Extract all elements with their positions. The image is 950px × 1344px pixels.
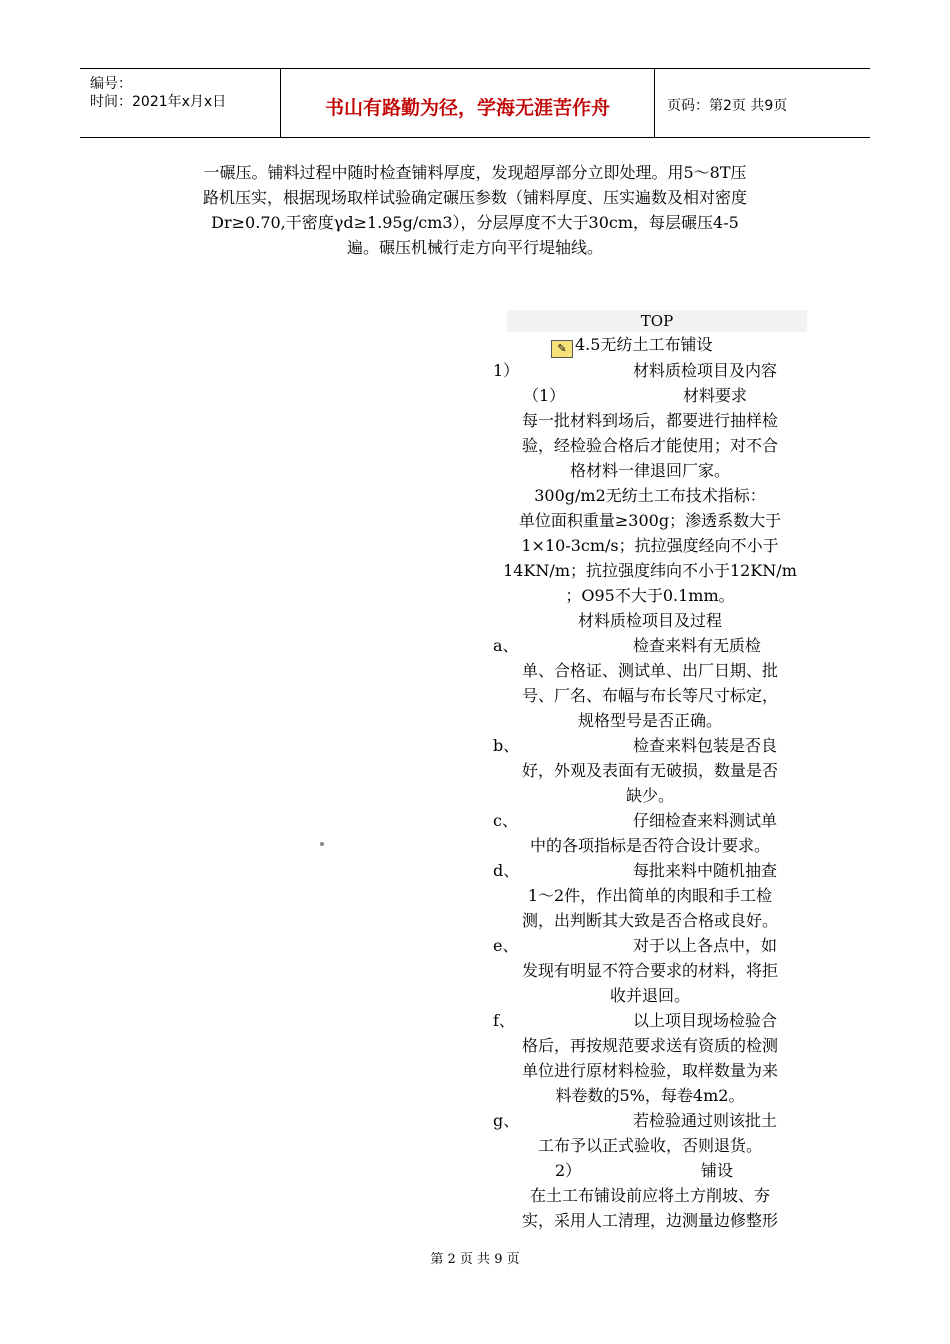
list-item-line: 号、厂名、布幅与布长等尺寸标定，	[521, 686, 778, 705]
item-2-text: 铺设	[701, 1161, 734, 1180]
list-item-line: 测，出判断其大致是否合格或良好。	[521, 911, 778, 930]
list-item-line: 工布予以正式验收，否则退货。	[537, 1136, 762, 1155]
list-item-line: 料卷数的5%，每卷4m2。	[555, 1086, 745, 1105]
page-footer: 第 2 页 共 9 页	[430, 1252, 520, 1267]
list-item	[485, 858, 815, 933]
list-item-line: 1～2件，作出简单的肉眼和手工检	[527, 886, 773, 905]
section-heading	[485, 332, 815, 358]
section-title: 4.5无纺土工布铺设	[575, 335, 713, 354]
list-item	[485, 633, 815, 733]
intro-line: Dr≥0.70,干密度γd≥1.95g/cm3），分层厚度不大于30cm，每层碾压4-5	[211, 213, 739, 232]
list-item-line: 单、合格证、测试单、出厂日期、批	[521, 661, 778, 680]
intro-line: 路机压实，根据现场取样试验确定碾压参数（铺料厚度、压实遍数及相对密度	[202, 188, 747, 207]
list-item	[485, 733, 815, 808]
list-item-first-line: 以上项目现场检验合	[633, 1011, 778, 1030]
list-item-number: f、	[493, 1011, 515, 1030]
list-item	[485, 933, 815, 1008]
list-item-first-line: 对于以上各点中，如	[633, 936, 778, 955]
header-motto-cell	[281, 69, 655, 137]
item-1-1-number: （1）	[523, 386, 566, 405]
list-item-line: 收并退回。	[609, 986, 690, 1005]
intro-paragraph	[140, 160, 810, 260]
item-2-number: 2）	[555, 1161, 582, 1180]
item-1-text: 材料质检项目及内容	[633, 361, 778, 380]
intro-line: 遍。碾压机械行走方向平行堤轴线。	[346, 238, 603, 257]
list-item-line: 单位进行原材料检验，取样数量为来	[521, 1061, 778, 1080]
spec-line: 14KN/m；抗拉强度纬向不小于12KN/m	[503, 561, 797, 580]
spec-title: 300g/m2无纺土工布技术指标：	[534, 486, 766, 505]
item-2-heading	[485, 1158, 815, 1183]
process-title: 材料质检项目及过程	[577, 611, 722, 630]
laying-line: 实，采用人工清理，边测量边修整形	[521, 1211, 778, 1230]
list-item-first-line: 检查来料包装是否良	[633, 736, 778, 755]
list-item-number: c、	[493, 811, 518, 830]
item-1-1-heading	[485, 383, 815, 408]
spec-line: ；O95不大于0.1mm。	[565, 586, 735, 605]
list-item-number: d、	[493, 861, 520, 880]
header-page-number: 页码：第2页 共9页	[667, 98, 788, 114]
requirement-line: 格材料一律退回厂家。	[569, 461, 730, 480]
document-icon: ✎	[551, 340, 573, 358]
list-item-number: g、	[493, 1111, 520, 1130]
bullet-dot	[320, 842, 324, 846]
content-column	[485, 310, 815, 1233]
list-item-line: 中的各项指标是否符合设计要求。	[529, 836, 770, 855]
list-item-number: b、	[493, 736, 520, 755]
requirement-line: 每一批材料到场后，都要进行抽样检	[521, 411, 778, 430]
document-number-label: 编号：	[90, 76, 132, 92]
header-info-cell	[80, 69, 281, 137]
list-item-number: e、	[493, 936, 519, 955]
list-item-first-line: 每批来料中随机抽查	[633, 861, 778, 880]
list-item-line: 格后，再按规范要求送有资质的检测	[521, 1036, 778, 1055]
list-item-line: 好，外观及表面有无破损，数量是否	[521, 761, 778, 780]
list-item-number: a、	[493, 636, 519, 655]
list-item-line: 缺少。	[625, 786, 674, 805]
header-motto: 书山有路勤为径，学海无涯苦作舟	[324, 97, 610, 119]
header-page-cell	[655, 69, 870, 137]
document-header	[80, 68, 870, 138]
spec-line: 单位面积重量≥300g；渗透系数大于	[518, 511, 782, 530]
list-item-first-line: 仔细检查来料测试单	[633, 811, 778, 830]
intro-line: 一碾压。铺料过程中随时检查铺料厚度，发现超厚部分立即处理。用5～8T压	[203, 163, 747, 182]
item-1-1-text: 材料要求	[683, 386, 748, 405]
list-item	[485, 1108, 815, 1158]
list-item-line: 规格型号是否正确。	[577, 711, 722, 730]
spec-line: 1×10-3cm/s；抗拉强度经向不小于	[521, 536, 779, 555]
requirement-line: 验，经检验合格后才能使用；对不合	[521, 436, 778, 455]
list-item-first-line: 检查来料有无质检	[633, 636, 762, 655]
item-1-number: 1）	[493, 361, 520, 380]
top-link[interactable]: TOP	[507, 310, 807, 332]
list-item	[485, 1008, 815, 1108]
document-time-label: 时间：2021年x月x日	[90, 94, 227, 110]
list-item-line: 发现有明显不符合要求的材料，将拒	[521, 961, 778, 980]
list-item-first-line: 若检验通过则该批土	[633, 1111, 778, 1130]
item-1-heading	[485, 358, 815, 383]
laying-line: 在土工布铺设前应将土方削坡、夯	[529, 1186, 770, 1205]
list-item	[485, 808, 815, 858]
